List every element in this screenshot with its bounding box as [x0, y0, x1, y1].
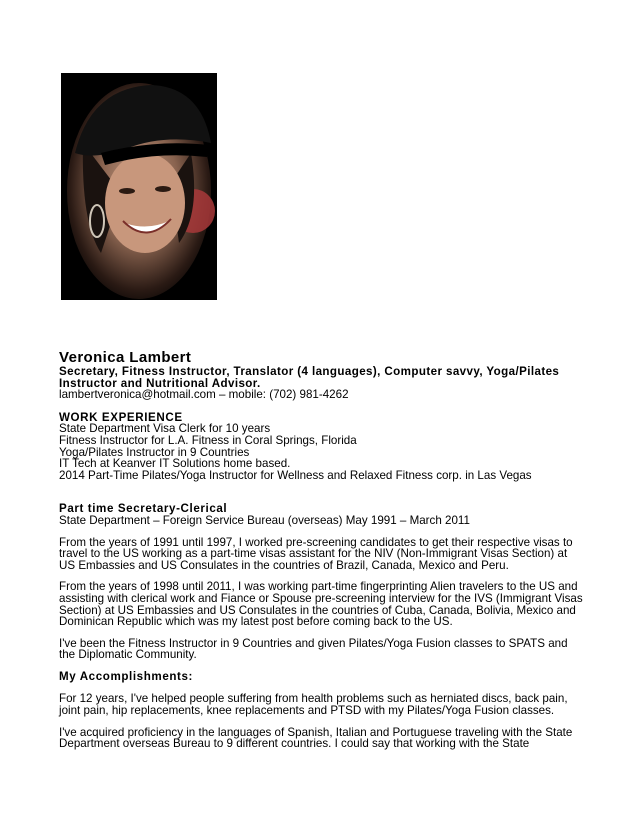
- work-experience-item: Yoga/Pilates Instructor in 9 Countries: [59, 445, 250, 459]
- person-name: Veronica Lambert: [59, 349, 192, 366]
- portrait-photo: [61, 73, 217, 300]
- work-experience-item: State Department Visa Clerk for 10 years: [59, 422, 271, 436]
- job-description-paragraph: From the years of 1991 until 1997, I worked pre-screening candidates to get their respective visas to travel to the US working as a part-time visas assistant for the NIV (Non-Immigrant Visas Section) at US Embassies and US Consulates in the countries of Brazil, Canada, Mexico and Peru.: [59, 535, 573, 572]
- professional-summary: Secretary, Fitness Instructor, Translator (4 languages), Computer savvy, Yoga/Pilates Instructor and Nutritional Advisor.: [59, 365, 560, 390]
- portrait-photo-icon: [61, 73, 217, 300]
- work-experience-item: IT Tech at Keanver IT Solutions home based.: [59, 457, 291, 471]
- accomplishments-heading: My Accomplishments:: [59, 669, 194, 683]
- work-experience-item: 2014 Part-Time Pilates/Yoga Instructor for Wellness and Relaxed Fitness corp. in Las Vegas: [59, 468, 532, 482]
- accomplishment-paragraph: I've acquired proficiency in the languages of Spanish, Italian and Portuguese traveling with the State Department overseas Bureau to 9 different countries. I could say that working with the State: [59, 725, 573, 751]
- accomplishment-paragraph: For 12 years, I've helped people suffering from health problems such as herniated discs, back pain, joint pain, hip replacements, knee replacements and PTSD with my Pilates/Yoga Fusion classes.: [59, 692, 568, 718]
- contact-info: lambertveronica@hotmail.com – mobile: (702) 981-4262: [59, 388, 349, 402]
- job-employer-dates: State Department – Foreign Service Bureau (overseas) May 1991 – March 2011: [59, 513, 470, 527]
- work-experience-item: Fitness Instructor for L.A. Fitness in Coral Springs, Florida: [59, 433, 357, 447]
- work-experience-heading: WORK EXPERIENCE: [59, 410, 183, 424]
- job-description-paragraph: I've been the Fitness Instructor in 9 Countries and given Pilates/Yoga Fusion classes to SPATS and the Diplomatic Community.: [59, 636, 568, 662]
- job-description-paragraph: From the years of 1998 until 2011, I was working part-time fingerprinting Alien travelers to the US and assisting with clerical work and Fiance or Spouse pre-screening interview for the IVS (Immigrant Visas Section) at US Embassies and US Consulates in the countries of Cuba, Canada, Bolivia, Mexico and Dominican Republic which was my latest post before coming back to the US.: [59, 580, 583, 629]
- job-title-heading: Part time Secretary-Clerical: [59, 502, 228, 516]
- resume-content: [59, 350, 584, 750]
